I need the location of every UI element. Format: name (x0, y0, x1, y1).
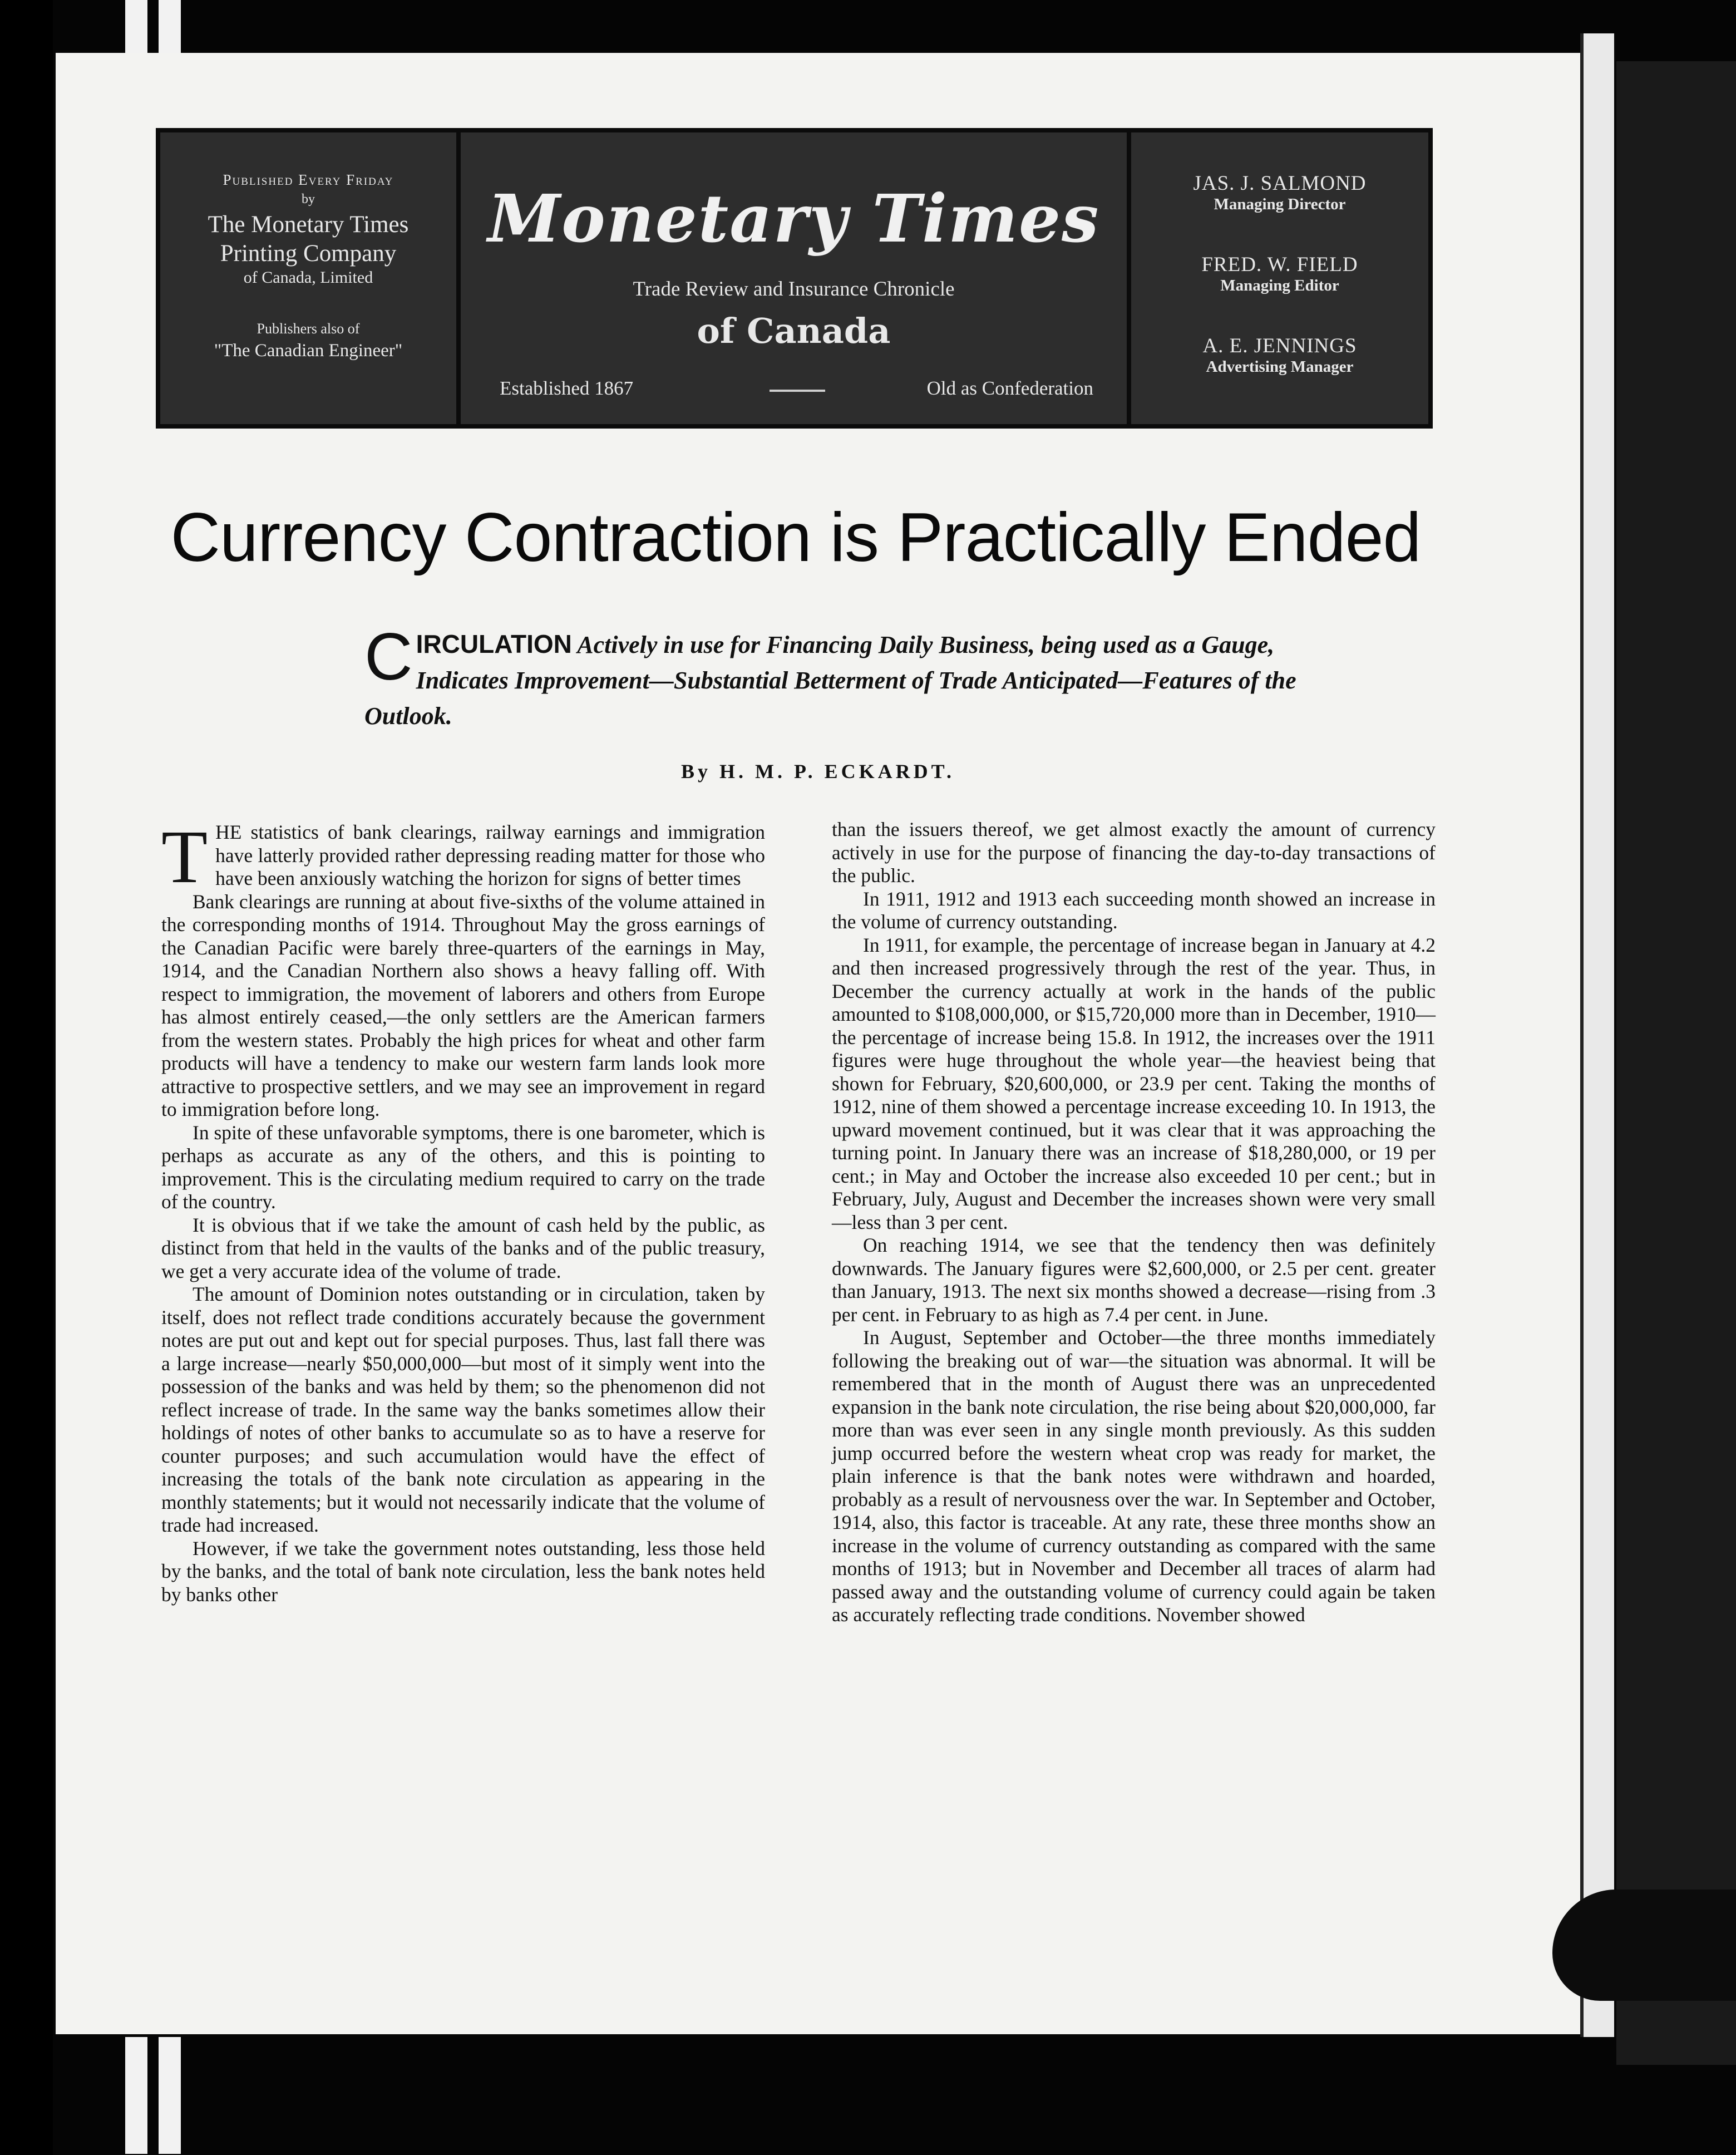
paragraph: than the issuers thereof, we get almost exactly the amount of currency actively in use for the purpose of financing the day-to-day transactions of the public. (832, 818, 1436, 887)
title-panel (461, 132, 1131, 424)
sister-publication: "The Canadian Engineer" (214, 341, 403, 361)
paragraph: However, if we take the government notes outstanding, less those held by the banks, and the total of bank note circulation, less the bank notes held by banks other (161, 1537, 765, 1606)
film-sprocket-mark (159, 2037, 181, 2154)
published-note: Published Every Friday (223, 171, 394, 188)
left-column (161, 815, 765, 1606)
established-date: Established 1867 (500, 377, 634, 399)
motto: Old as Confederation (926, 377, 1093, 399)
deck-lead: IRCULATION (416, 629, 572, 658)
adjacent-page-edge (1616, 61, 1736, 2065)
publisher-name: The Monetary Times (208, 211, 409, 238)
paragraph: In August, September and October—the three months immediately following the breaking out of war—the situation was abnormal. It will be remembered that in the month of August there was an unprecedented expansion in the bank note circulation, the rise being about $20,000,000, far more than was ever seen in any single month previously. As this sudden jump occurred before the western wheat crop was ready for market, the plain inference is that the bank notes were withdrawn and hoarded, probably as a result of nervousness over the war. In September and October, 1914, also, this factor is traceable. At any rate, these three months show an increase in the volume of currency outstanding as compared with the same months of 1913; but in November and December all traces of alarm had passed away and the outstanding volume of currency could again be taken as accurately reflecting trade conditions. November showed (832, 1326, 1436, 1626)
paragraph: In spite of these unfavorable symptoms, there is one barometer, which is perhaps as accurate as any of the others, and this is pointing to improvement. This is the circulating medium required to carry on the trade of the country. (161, 1121, 765, 1213)
newspaper-title: Monetary Times (487, 180, 1100, 257)
staff-panel (1131, 132, 1428, 424)
by-text: by (302, 192, 315, 206)
deck-dropcap: C (364, 619, 413, 694)
right-column (832, 818, 1436, 1627)
paragraph (161, 815, 765, 899)
newspaper-page (56, 53, 1580, 2034)
newspaper-country: of Canada (697, 311, 891, 351)
publisher-panel (160, 132, 461, 424)
newspaper-subtitle: Trade Review and Insurance Chronicle (633, 278, 955, 301)
article-dropcap: T (161, 815, 208, 899)
thumb-shadow (1552, 1890, 1736, 2001)
publisher-name-3: of Canada, Limited (243, 268, 373, 287)
staff-role: Managing Editor (1220, 277, 1339, 294)
paragraph-text: HE statistics of bank clearings, railway earnings and immigration have latterly provided rather depressing reading matter for those who have been anxiously watching the horizon for signs of better times (215, 821, 765, 889)
paragraph: The amount of Dominion notes outstanding or in circulation, taken by itself, does not reflect trade conditions accurately because the government notes are put out and kept out for special purposes. Thus, last fall there was a large increase—nearly $50,000,000—but most of it simply went into the possession of the banks and was held by them; so the phenomenon did not reflect increase of trade. In the same way the banks sometimes allow their holdings of notes of other banks to accumulate so as to have a reserve for counter purposes; and such accumulation would have the effect of increasing the totals of the bank note circulation as appearing in the monthly statements; but it would not necessarily indicate that the volume of trade had increased. (161, 1283, 765, 1536)
publisher-name-2: Printing Company (220, 240, 397, 267)
staff-name: JAS. J. SALMOND (1193, 172, 1367, 195)
staff-name: FRED. W. FIELD (1201, 253, 1358, 276)
film-sprocket-mark (125, 2037, 147, 2154)
paragraph: It is obvious that if we take the amount of cash held by the public, as distinct from that held in the vaults of the banks and of the public treasury, we get a very accurate idea of the volume of trade. (161, 1213, 765, 1282)
staff-name: A. E. JENNINGS (1202, 334, 1357, 357)
paragraph: In 1911, for example, the percentage of increase began in January at 4.2 and then increased progressively through the rest of the year. Thus, in December the currency actually at work in the hands of the public amounted to $108,000,000, or $15,720,000 more than in December, 1910—the percentage of increase being 15.8. In 1912, the increases over the 1911 figures were huge throughout the whole year—the heaviest being that shown for February, $20,600,000, or 23.9 per cent. Taking the months of 1912, nine of them showed a percentage increase exceeding 10. In 1913, the upward movement continued, but it was clear that it was approaching the turning point. In January there was an increase of $18,280,000, or 19 per cent.; in May and October the increase also exceeded 10 per cent.; but in February, July, August and December the increases shown were very small—less than 3 per cent. (832, 933, 1436, 1233)
publishers-also: Publishers also of (257, 321, 360, 337)
deck-text: Actively in use for Financing Daily Business, being used as a Gauge, Indicates Improvement—Substantial Betterment of Trade Anticipated—Features of the Outlook. (364, 631, 1296, 730)
paragraph: Bank clearings are running at about five-sixths of the volume attained in the corresponding months of 1914. Throughout May the gross earnings of the Canadian Pacific were barely three-quarters of the earnings in May, 1914, and the Canadian Northern also shows a heavy falling off. With respect to immigration, the movement of laborers and others from Europe has almost entirely ceased,—the only settlers are the American farmers from the western states. Probably the high prices for wheat and other farm products will have a tendency to make our western farm lands look more attractive to prospective settlers, and we may see an improvement in regard to immigration before long. (161, 890, 765, 1120)
article-deck (364, 619, 1310, 734)
paragraph: In 1911, 1912 and 1913 each succeeding month showed an increase in the volume of currency outstanding. (832, 887, 1436, 933)
staff-role: Managing Director (1214, 195, 1346, 213)
byline: By H. M. P. ECKARDT. (680, 760, 955, 783)
article-headline: Currency Contraction is Practically Ended (170, 499, 1421, 576)
divider (770, 390, 825, 392)
paragraph: On reaching 1914, we see that the tendency then was definitely downwards. The January figures were $2,600,000, or 2.5 per cent. greater than January, 1913. The next six months showed a decrease—rising from .3 per cent. in February to as high as 7.4 per cent. in June. (832, 1234, 1436, 1326)
staff-role: Advertising Manager (1206, 358, 1354, 376)
page-binding-edge (1580, 33, 1614, 2037)
film-edge (0, 0, 53, 2155)
masthead (156, 128, 1433, 429)
